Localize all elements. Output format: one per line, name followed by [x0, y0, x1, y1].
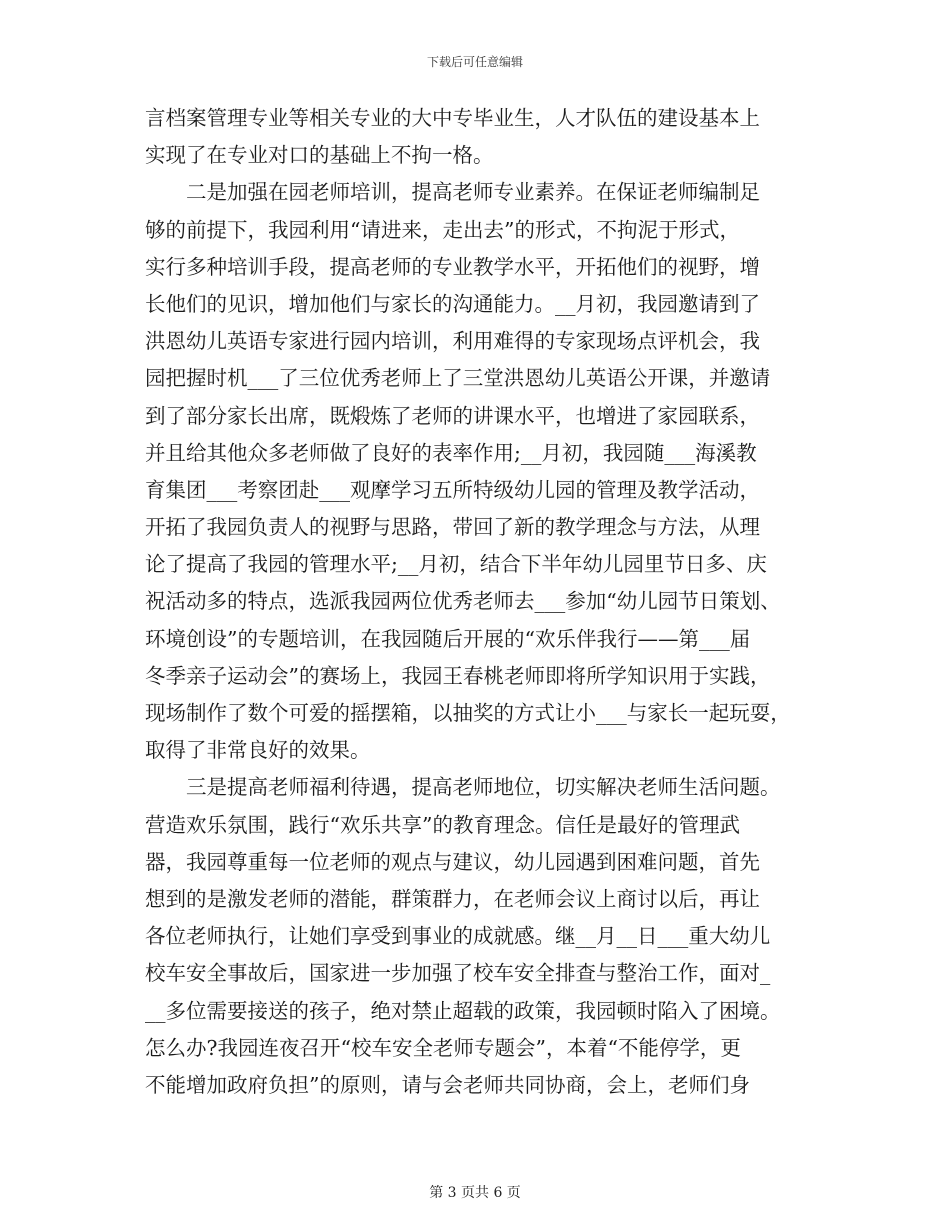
text-line: 论了提高了我园的管理水平;__月初，结合下半年幼儿园里节日多、庆 [145, 552, 767, 577]
text-line: 现场制作了数个可爱的摇摆箱，以抽奖的方式让小___与家长一起玩耍， [145, 701, 791, 725]
text-line: 并且给其他众多老师做了良好的表率作用;__月初，我园随___海溪教 [145, 440, 757, 465]
text-line: 校车安全事故后，国家进一步加强了校车安全排查与整治工作，面对_ [145, 961, 771, 986]
text-line: 长他们的见识，增加他们与家长的沟通能力。__月初，我园邀请到了 [145, 291, 760, 316]
text-line: 祝活动多的特点，选派我园两位优秀老师去___参加“幼儿园节日策划、 [145, 589, 781, 614]
text-line: 不能增加政府负担”的原则，请与会老师共同协商，会上，老师们身 [145, 1072, 750, 1097]
text-line: 取得了非常良好的效果。 [145, 738, 371, 763]
text-line: 器，我园尊重每一位老师的观点与建议，幼儿园遇到困难问题，首先 [145, 849, 760, 874]
text-line: 够的前提下，我园利用“请进来，走出去”的形式，不拘泥于形式， [145, 217, 740, 242]
body-text [145, 100, 835, 1104]
text-line: 各位老师执行，让她们享受到事业的成就感。继__月__日___重大幼儿 [145, 924, 771, 949]
text-line: 言档案管理专业等相关专业的大中专毕业生，人才队伍的建设基本上 [145, 106, 760, 130]
text-line: 怎么办?我园连夜召开“校车安全老师专题会”，本着“不能停学，更 [145, 1035, 741, 1060]
text-line: 洪恩幼儿英语专家进行园内培训，利用难得的专家现场点评机会，我 [145, 329, 760, 354]
text-line: 三是提高老师福利待遇，提高老师地位，切实解决老师生活问题。 [145, 775, 781, 800]
text-line: 实行多种培训手段，提高老师的专业教学水平，开拓他们的视野，增 [145, 254, 760, 279]
text-line: 育集团___考察团赴___观摩学习五所特级幼儿园的管理及教学活动， [145, 477, 760, 502]
text-line: 开拓了我园负责人的视野与思路，带回了新的教学理念与方法，从理 [145, 515, 760, 540]
text-line: 园把握时机___了三位优秀老师上了三堂洪恩幼儿英语公开课，并邀请 [145, 366, 771, 391]
text-line: __多位需要接送的孩子，绝对禁止超载的政策，我园顿时陷入了困境。 [145, 998, 781, 1023]
page-footer: 第 3 页共 6 页 [429, 1185, 521, 1201]
text-line: 冬季亲子运动会”的赛场上，我园王春桃老师即将所学知识用于实践， [145, 663, 771, 688]
text-line: 实现了在专业对口的基础上不拘一格。 [145, 143, 494, 168]
text-line: 环境创设”的专题培训，在我园随后开展的“欢乐伴我行——第___届 [145, 626, 751, 651]
page-header: 下载后可任意编辑 [426, 55, 523, 69]
text-line: 到了部分家长出席，既煅炼了老师的讲课水平，也增进了家园联系， [145, 403, 760, 428]
text-line: 想到的是激发老师的潜能，群策群力，在老师会议上商讨以后，再让 [145, 886, 760, 911]
text-line: 二是加强在园老师培训，提高老师专业素养。在保证老师编制足 [145, 180, 760, 205]
text-line: 营造欢乐氛围，践行“欢乐共享”的教育理念。信任是最好的管理武 [145, 812, 740, 837]
